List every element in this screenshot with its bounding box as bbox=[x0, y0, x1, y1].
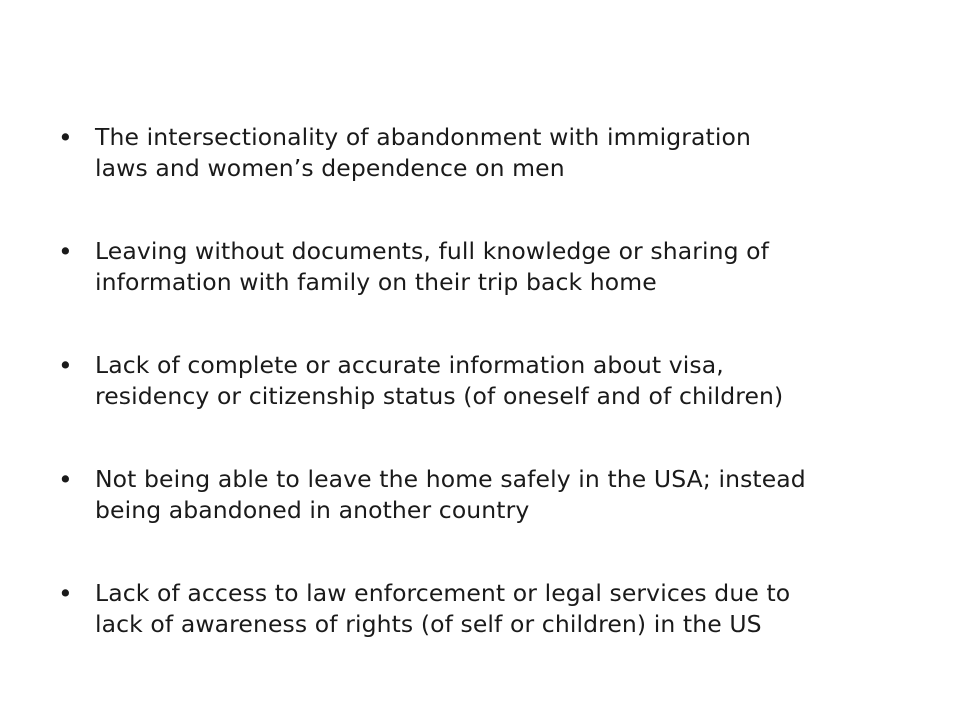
bullet-text: lack of awareness of rights (of self or children) in the US bbox=[95, 610, 762, 638]
bullet-text: being abandoned in another country bbox=[95, 496, 530, 524]
bullet-text: Not being able to leave the home safely in the USA; instead bbox=[95, 465, 806, 493]
bullet-text: The intersectionality of abandonment with immigration bbox=[95, 123, 751, 151]
bullet-icon: • bbox=[58, 465, 73, 494]
bullet-text: information with family on their trip back home bbox=[95, 268, 657, 296]
bullet-text: residency or citizenship status (of oneself and of children) bbox=[95, 382, 784, 410]
bullet-text: Lack of access to law enforcement or legal services due to bbox=[95, 579, 791, 607]
bullet-icon: • bbox=[58, 123, 73, 152]
bullet-item bbox=[58, 122, 918, 184]
bullet-text: Lack of complete or accurate information about visa, bbox=[95, 351, 724, 379]
bullet-icon: • bbox=[58, 579, 73, 608]
bullet-item bbox=[58, 578, 918, 640]
bullet-list bbox=[58, 122, 918, 692]
bullet-item bbox=[58, 236, 918, 298]
bullet-item bbox=[58, 350, 918, 412]
bullet-text: laws and women’s dependence on men bbox=[95, 154, 565, 182]
bullet-icon: • bbox=[58, 351, 73, 380]
bullet-icon: • bbox=[58, 237, 73, 266]
bullet-item bbox=[58, 464, 918, 526]
bullet-text: Leaving without documents, full knowledge or sharing of bbox=[95, 237, 770, 265]
